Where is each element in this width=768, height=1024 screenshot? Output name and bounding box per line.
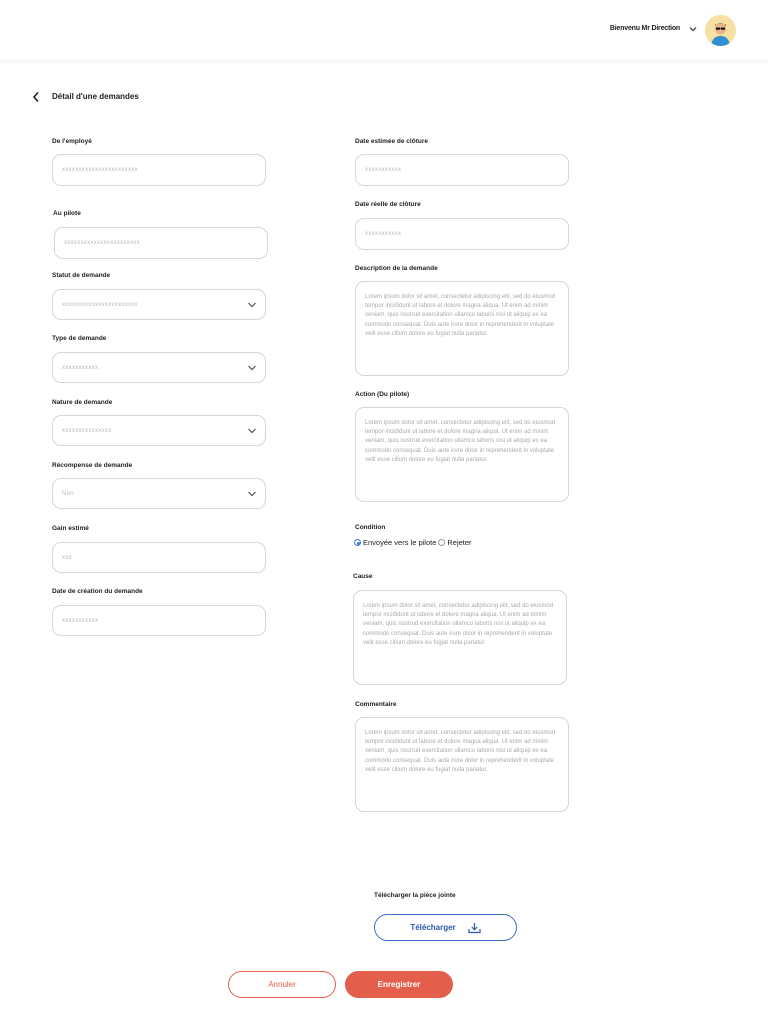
type-select[interactable] [52,352,266,383]
action-text: Lorem ipsum dolor sit amet, consectetur adipiscing elit, sed do eiusmod tempor incididunt ut labore et dolore magna aliqua. Ut enim ad minim veniam, quis nostrud exercitation ullamco laboris nisi ut aliquip ex ea commodo consequat. Duis aute irure dolor in reprehenderit in voluptate velit esse cillum dolore eu fugiat nulla pariatur. [365,420,556,463]
commentaire-text: Lorem ipsum dolor sit amet, consectetur adipiscing elit, sed do eiusmod tempor incididunt ut labore et dolore magna aliqua. Ut enim ad minim veniam, quis nostrud exercitation ullamco laboris nisi ut aliquip ex ea commodo consequat. Duis aute irure dolor in reprehenderit in voluptate velit esse cillum dolore eu fugiat nulla pariatur. [365,730,556,773]
download-button[interactable] [374,914,517,941]
condition-radio-group [354,538,472,547]
action-label: Action (Du pilote) [355,391,410,398]
description-label: Description de la demande [355,265,438,272]
condition-label: Condition [355,524,386,531]
attachment-label: Télécharger la pièce jointe [374,892,456,899]
employe-label: De l'employé [52,138,92,145]
statut-label: Statut de demande [52,272,111,279]
description-textarea[interactable] [355,281,569,376]
type-value: xxxxxxxxxxx [62,364,99,371]
cancel-button[interactable]: Annuler [228,971,336,998]
date-reelle-field[interactable] [355,218,569,250]
cause-label: Cause [353,573,373,580]
radio-envoyee[interactable] [354,539,361,546]
statut-select[interactable] [52,289,266,320]
radio-envoyee-label[interactable]: Envoyée vers le pilote [363,538,437,547]
save-button[interactable]: Enregistrer [345,971,453,998]
date-reelle-label: Date réelle de clôture [355,201,421,208]
nature-select[interactable] [52,415,266,446]
creation-value: xxxxxxxxxxx [62,617,99,624]
welcome-text: Bienvenu Mr Direction [609,25,680,32]
download-icon [468,922,481,934]
description-text: Lorem ipsum dolor sit amet, consectetur adipiscing elit, sed do eiusmod tempor incididunt ut labore et dolore magna aliqua. Ut enim ad minim veniam, quis nostrud exercitation ullamco laboris nisi ut aliquip ex ea commodo consequat. Duis aute irure dolor in reprehenderit in voluptate velit esse cillum dolore eu fugiat nulla pariatur. [365,294,556,337]
commentaire-textarea[interactable] [355,717,569,812]
avatar[interactable] [705,15,736,46]
chevron-down-icon[interactable] [688,24,698,34]
recompense-value: Non [62,490,74,497]
date-estimee-label: Date estimée de clôture [355,138,428,145]
recompense-label: Récompense de demande [52,462,133,469]
chevron-left-icon[interactable] [31,91,41,103]
date-estimee-field[interactable] [355,154,569,186]
chevron-down-icon [247,301,257,309]
chevron-down-icon [247,364,257,372]
gain-value: xxx [62,554,72,561]
creation-label: Date de création du demande [52,588,143,595]
cause-textarea[interactable] [353,590,567,685]
pilote-field[interactable] [54,227,268,259]
pilote-label: Au pilote [53,210,81,217]
download-button-label: Télécharger [410,923,456,932]
employe-field[interactable] [52,154,266,186]
user-avatar-icon [705,15,736,46]
nature-label: Nature de demande [52,399,113,406]
chevron-down-icon [247,427,257,435]
pilote-value: xxxxxxxxxxxxxxxxxxxxxxx [64,240,140,246]
page-title: Détail d'une demandes [52,92,139,101]
date-reelle-value: xxxxxxxxxxx [365,231,402,237]
top-bar [0,0,768,60]
commentaire-label: Commentaire [355,701,397,708]
statut-value: xxxxxxxxxxxxxxxxxxxxxxx [62,301,138,308]
type-label: Type de demande [52,335,107,342]
gain-field[interactable] [52,542,266,573]
gain-label: Gain estimé [52,525,89,532]
chevron-down-icon [247,490,257,498]
recompense-select[interactable] [52,478,266,509]
employe-value: xxxxxxxxxxxxxxxxxxxxxxx [62,167,138,173]
radio-rejeter-label[interactable]: Rejeter [447,538,472,547]
creation-date-field[interactable] [52,605,266,636]
date-estimee-value: xxxxxxxxxxx [365,167,402,173]
action-textarea[interactable] [355,407,569,502]
radio-rejeter[interactable] [438,539,445,546]
cause-text: Lorem ipsum dolor sit amet, consectetur adipiscing elit, sed do eiusmod tempor incididunt ut labore et dolore magna aliqua. Ut enim ad minim veniam, quis nostrud exercitation ullamco laboris nisi ut aliquip ex ea commodo consequat. Duis aute irure dolor in reprehenderit in voluptate velit esse cillum dolore eu fugiat nulla pariatur. [363,603,554,646]
nature-value: xxxxxxxxxxxxxxx [62,427,112,434]
